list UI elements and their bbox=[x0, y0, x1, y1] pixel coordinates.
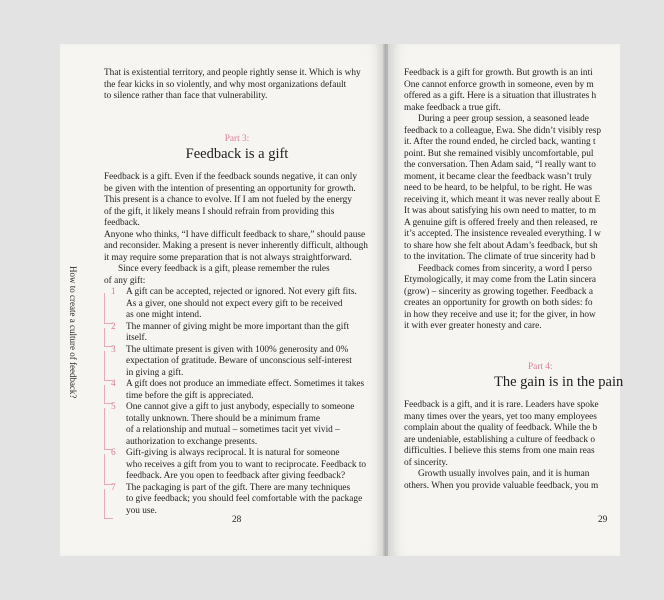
text-line: Growth usually involves pain, and it is human bbox=[418, 469, 590, 479]
rule-number: 5 bbox=[111, 402, 116, 412]
book-spread bbox=[60, 44, 624, 556]
text-line: receiving it, which meant it was never really about E bbox=[404, 194, 601, 205]
text-line: Anyone who thinks, “I have difficult feedback to share,” should pause bbox=[104, 229, 366, 240]
text-line: A genuine gift is offered freely and then released, re bbox=[404, 217, 598, 228]
rule-bracket bbox=[104, 408, 113, 450]
text-line: of the gift, it likely means I should refrain from providing this feedback. bbox=[104, 206, 335, 228]
part-label: Part 3: bbox=[224, 134, 250, 144]
text-line: Gift-giving is always reciprocal. It is natural for someone bbox=[126, 448, 340, 458]
text-line: complain about the quality of feedback. While the b bbox=[404, 423, 598, 433]
section-heading bbox=[104, 134, 370, 175]
text-line: as one might intend. bbox=[126, 310, 202, 320]
text-line: of sincerity. bbox=[404, 457, 448, 468]
section-body bbox=[104, 172, 370, 517]
rule-number: 1 bbox=[111, 287, 116, 297]
text-line: A gift can be accepted, rejected or ignored. Not every gift fits. bbox=[126, 287, 357, 297]
text-line: Etymologically, it may come from the Latin sincera bbox=[404, 275, 596, 285]
running-head: How to create a culture of feedback? bbox=[68, 266, 78, 399]
rule-number: 6 bbox=[111, 448, 116, 458]
text-line: That is existential territory, and people rightly sense it. Which is why bbox=[104, 68, 361, 78]
text-line: point. But she remained visibly uncomfortable, pul bbox=[404, 148, 594, 159]
rule-number: 7 bbox=[111, 482, 116, 493]
text-line: be given with the intention of presenting an opportunity for growth. bbox=[104, 183, 356, 194]
text-line: This present is a chance to evolve. If I am not fueled by the energy bbox=[104, 195, 352, 205]
text-line: to share how she felt about Adam’s feedback, but sh bbox=[404, 240, 598, 251]
text-line: The ultimate present is given with 100% generosity and 0% bbox=[126, 344, 349, 355]
rule-number: 3 bbox=[111, 344, 116, 355]
text-line: are undeniable, establishing a culture of feedback o bbox=[404, 434, 596, 445]
right-page bbox=[388, 44, 624, 556]
text-line: One cannot give a gift to just anybody, especially to someone bbox=[126, 402, 355, 412]
section-heading-right bbox=[404, 362, 664, 403]
section-title: Feedback is a gift bbox=[185, 146, 289, 162]
text-line: Feedback comes from sincerity, a word I perso bbox=[418, 263, 592, 274]
text-line: A gift does not produce an immediate effect. Sometimes it takes bbox=[126, 379, 365, 389]
text-line: authorization to exchange presents. bbox=[126, 436, 258, 447]
gift-rule-7 bbox=[104, 483, 370, 518]
text-line: many times over the years, yet too many employees bbox=[404, 411, 597, 422]
text-line: (grow) – sincerity as growing together. Feedback a bbox=[404, 286, 593, 297]
part-label: Part 4: bbox=[528, 362, 553, 372]
text-line: feedback to a colleague, Ewa. She didn’t visibly resp bbox=[404, 125, 602, 136]
text-line: moment, it became clear the feedback wasn’t truly bbox=[404, 171, 592, 182]
intro-paragraph bbox=[104, 68, 370, 103]
text-line: to the invitation. The climate of true sincerity had b bbox=[404, 252, 596, 262]
text-line: Feedback is a gift. Even if the feedback sounds negative, it can only bbox=[104, 172, 357, 182]
right-paragraph-1 bbox=[404, 68, 664, 333]
text-line: Feedback is a gift, and it is rare. Leaders have spoke bbox=[404, 400, 599, 410]
gift-rule-1 bbox=[104, 287, 370, 322]
text-line: offered as a gift. Here is a situation that illustrates h bbox=[404, 91, 597, 101]
text-line: Feedback is a gift for growth. But growth is an inti bbox=[404, 68, 593, 78]
rule-number: 4 bbox=[111, 379, 116, 389]
left-page bbox=[60, 44, 386, 556]
text-line: to silence rather than face that vulnerability. bbox=[104, 91, 268, 101]
text-line: The packaging is part of the gift. There are many techniques bbox=[126, 482, 351, 493]
text-line: The manner of giving might be more important than the gift itself. bbox=[126, 321, 350, 343]
page-number: 28 bbox=[232, 514, 242, 525]
text-line: During a peer group session, a seasoned leade bbox=[418, 114, 589, 124]
text-line: Since every feedback is a gift, please remember the rules bbox=[118, 264, 330, 274]
text-line: creates an opportunity for growth on both sides: fo bbox=[404, 298, 593, 308]
text-line: expectation of gratitude. Beware of unconscious self-interest bbox=[126, 356, 352, 366]
gift-rule-3 bbox=[104, 345, 370, 380]
text-line: who receives a gift from you to want to reciprocate. Feedback to bbox=[126, 459, 367, 470]
gift-rule-6 bbox=[104, 448, 370, 483]
text-line: need to be heard, to be helpful, to be right. He was bbox=[404, 183, 592, 193]
gift-rule-5 bbox=[104, 402, 370, 448]
section-title: The gain is in the pain bbox=[494, 374, 624, 390]
text-line: As a giver, one should not expect every gift to be received bbox=[126, 298, 343, 309]
text-line: it. After the round ended, he circled back, wanting t bbox=[404, 137, 596, 147]
text-line: and reconsider. Making a present is never inherently difficult, although bbox=[104, 241, 368, 251]
gift-rule-4 bbox=[104, 379, 370, 402]
page-number: 29 bbox=[598, 514, 608, 525]
text-line: feedback. Are you open to feedback after giving feedback? bbox=[126, 471, 346, 481]
text-line: of a relationship and mutual – sometimes tacit yet vivid – bbox=[126, 425, 340, 435]
text-line: to give feedback; you should feel comfortable with the package bbox=[126, 494, 363, 504]
text-line: in giving a gift. bbox=[126, 367, 184, 378]
rule-number: 2 bbox=[111, 321, 116, 332]
text-line: it may require some preparation that is not always straightforward. bbox=[104, 252, 352, 263]
text-line: time before the gift is appreciated. bbox=[126, 390, 254, 401]
text-line: totally unknown. There should be a minimum frame bbox=[126, 413, 320, 424]
text-line: it with ever greater honesty and care. bbox=[404, 321, 542, 331]
text-line: the fear kicks in so violently, and why most organizations default bbox=[104, 79, 347, 90]
text-line: make feedback a true gift. bbox=[404, 102, 501, 113]
text-line: difficulties. I believe this stems from one main reas bbox=[404, 446, 595, 456]
text-line: One cannot enforce growth in someone, even by m bbox=[404, 79, 594, 90]
text-line: it’s accepted. The insistence revealed everything. I w bbox=[404, 229, 601, 239]
text-line: the conversation. Then Adam said, “I really want to bbox=[404, 160, 596, 170]
right-section-body bbox=[404, 400, 664, 492]
gift-rule-2 bbox=[104, 322, 370, 345]
text-line: It was about satisfying his own need to matter, to m bbox=[404, 206, 596, 216]
text-line: of any gift: bbox=[104, 275, 146, 286]
text-line: others. When you provide valuable feedback, you m bbox=[404, 480, 599, 491]
text-line: you use. bbox=[126, 505, 157, 516]
text-line: in how they receive and use it; for the giver, in how bbox=[404, 309, 596, 320]
